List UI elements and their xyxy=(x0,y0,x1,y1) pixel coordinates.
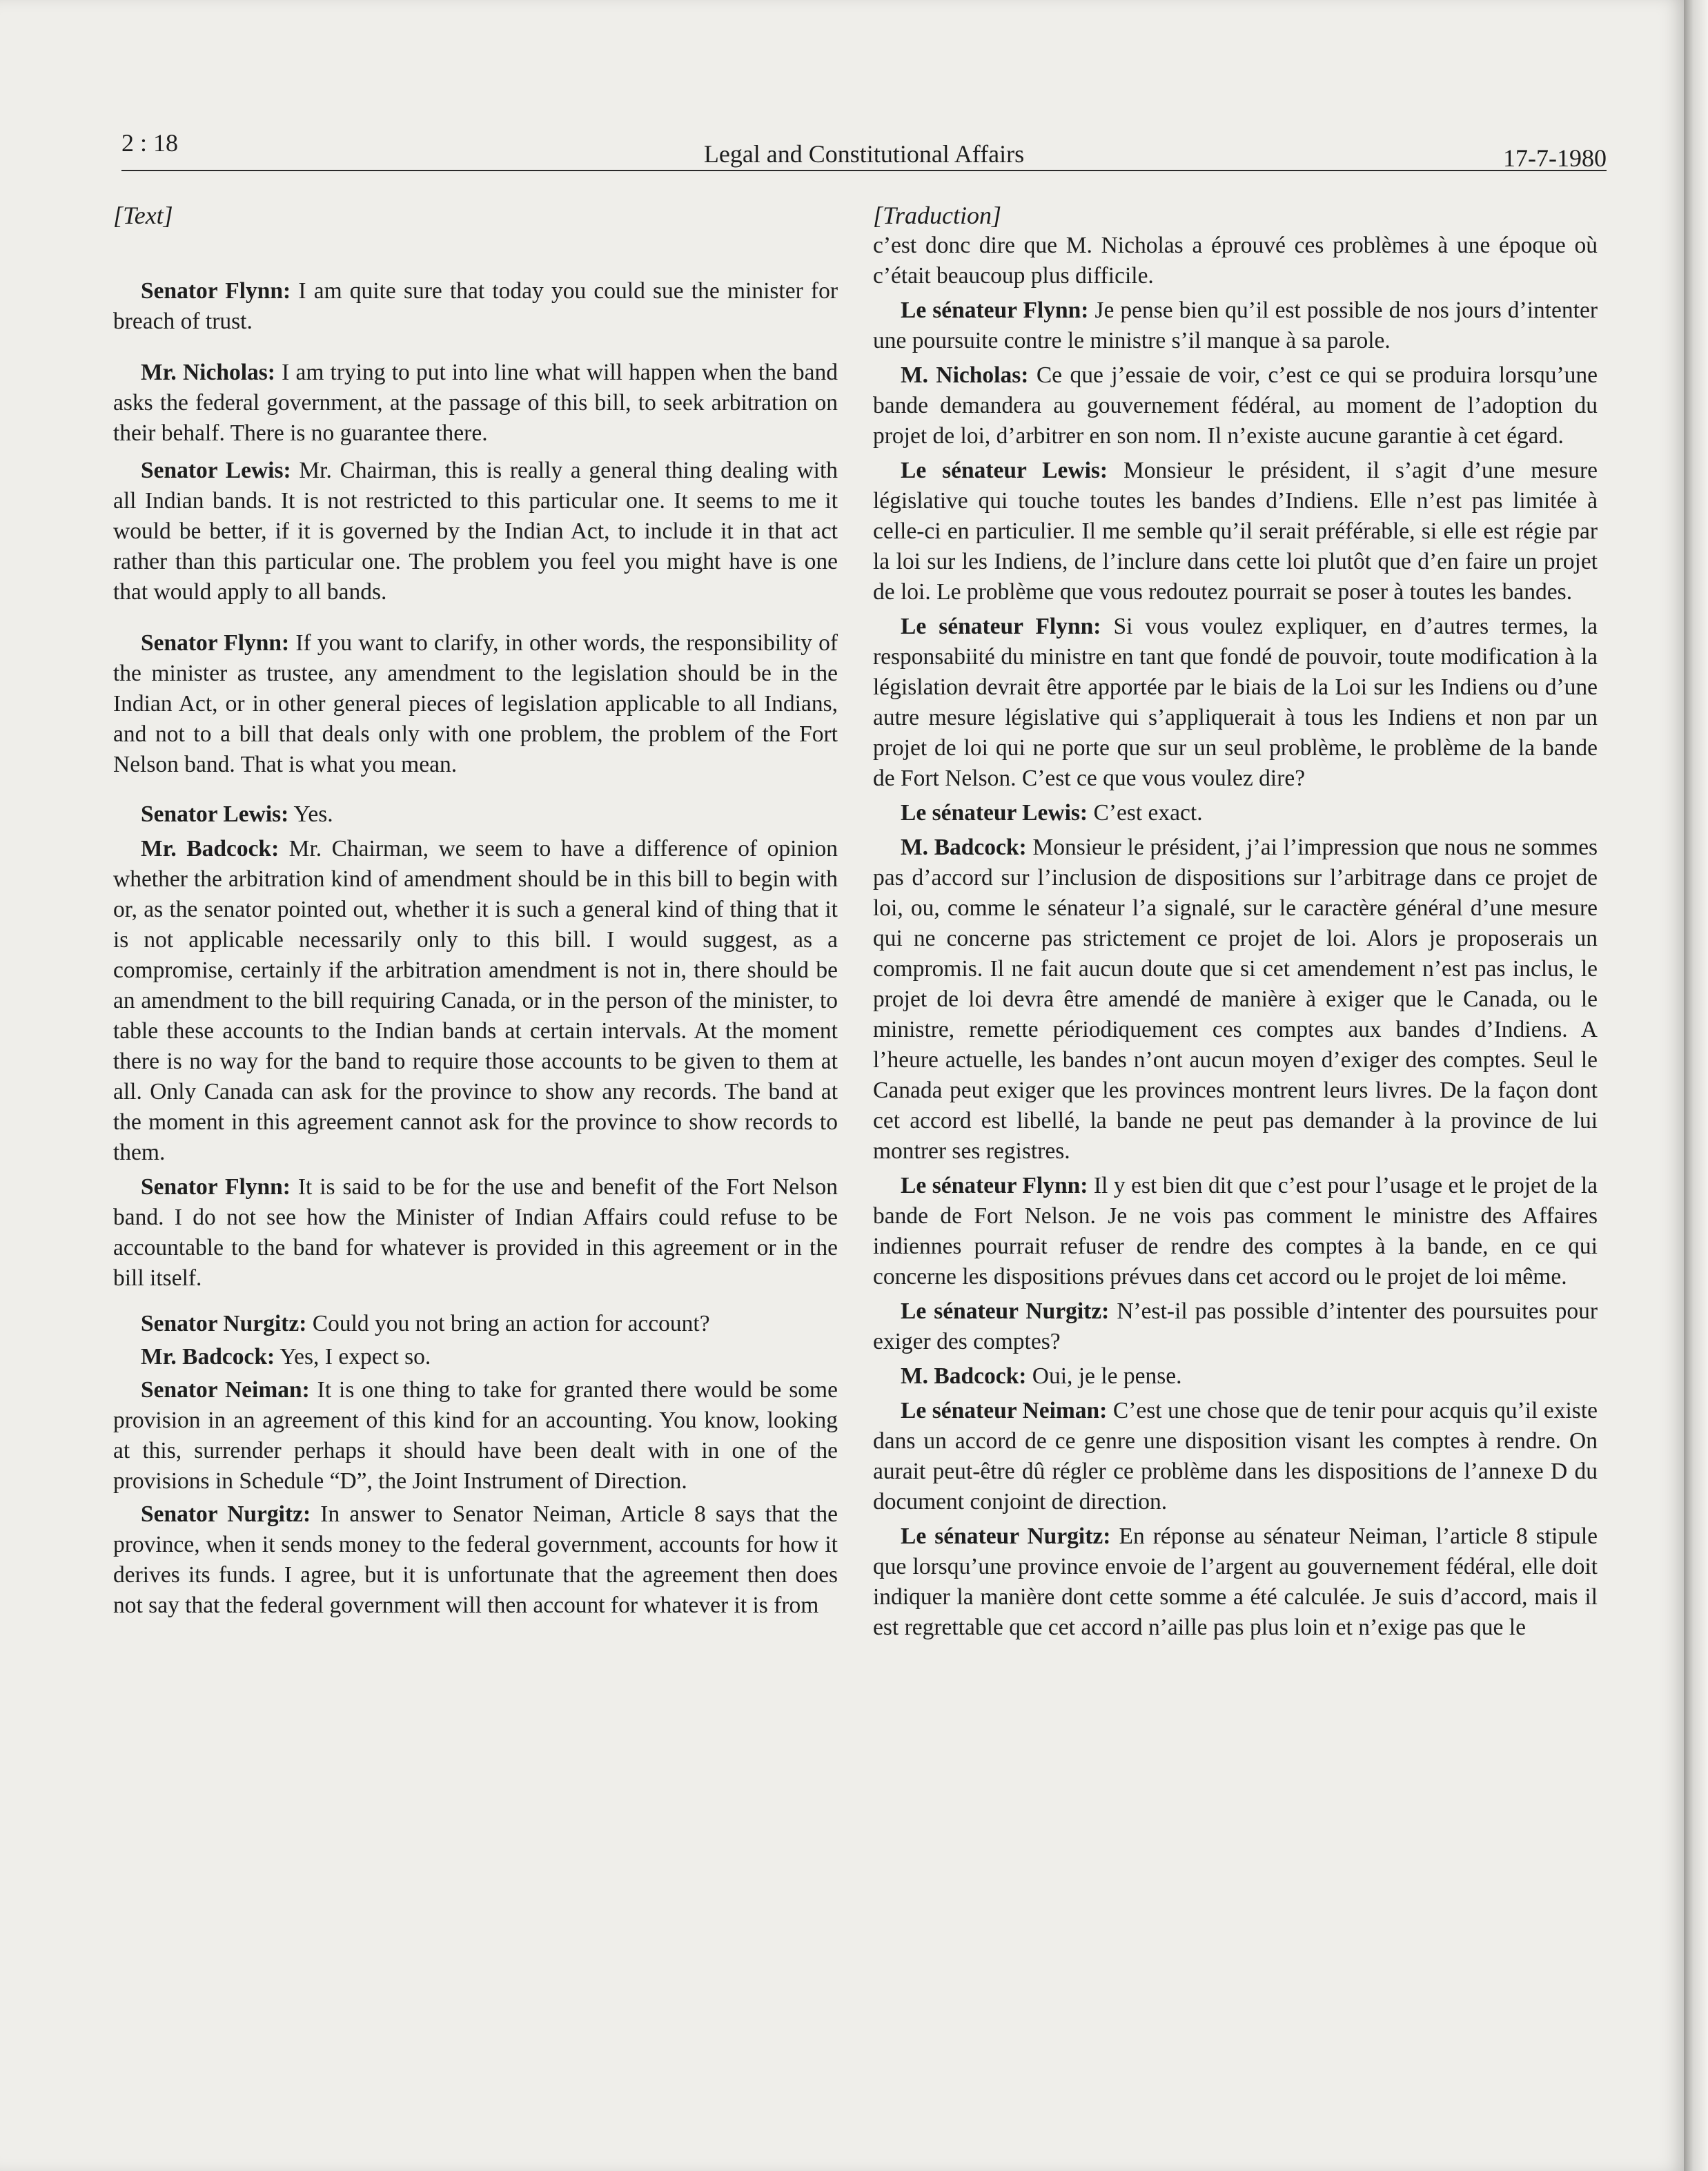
speech: Oui, je le pense. xyxy=(1032,1363,1182,1389)
paragraph xyxy=(113,358,838,449)
paragraph xyxy=(113,1375,838,1497)
paragraph xyxy=(113,799,838,830)
speaker: Senator Lewis: xyxy=(141,458,291,483)
paragraph xyxy=(113,1309,838,1339)
speech: It is one thing to take for granted there would be some provision in an agreement of this kind for an accounting. You know, looking at this, surrender perhaps it should have been dealt with in one of the provisions in Schedule “D”, the Joint Instrument of Direction. xyxy=(113,1377,838,1494)
speaker: M. Nicholas: xyxy=(901,362,1029,388)
paragraph xyxy=(873,1396,1598,1517)
paragraph xyxy=(113,1342,838,1372)
paragraph xyxy=(873,456,1598,607)
speech: Si vous voulez expliquer, en d’autres termes, la responsabiité du ministre en tant que fondé de pouvoir, toute modification à la législation devrait être apportée par le biais de la Loi sur les Indiens ou d’une autre mesure législative qui s’appliquerait à tous les Indiens et non par un projet de loi qui ne porte que sur un seul problème, le problème de la bande de Fort Nelson. C’est ce que vous voulez dire? xyxy=(873,614,1598,791)
speaker: Le sénateur Flynn: xyxy=(901,1173,1088,1198)
paragraph xyxy=(873,612,1598,794)
speaker: Mr. Nicholas: xyxy=(141,360,275,385)
speech: Mr. Chairman, we seem to have a difference of opinion whether the arbitration kind of amendment should be in this bill to begin with or, as the senator pointed out, whether it is such a general kind of thing that it is not applicable necessarily only to this bill. I would suggest, as a compromise, certainly if the arbitration amendment is not in, there should be an amendment to the bill requiring Canada, or in the person of the minister, to table these accounts to the Indian bands at certain intervals. At the moment there is no way for the band to require those accounts to be given to them at all. Only Canada can ask for the province to show any records. The band at the moment in this agreement cannot ask for the province to show records to them. xyxy=(113,836,838,1165)
speaker: M. Badcock: xyxy=(901,835,1027,860)
speech: Yes. xyxy=(293,801,333,827)
speaker: Mr. Badcock: xyxy=(141,1344,275,1370)
column-label: [Traduction] xyxy=(873,202,1002,229)
paragraph xyxy=(873,1171,1598,1292)
paragraph xyxy=(113,628,838,780)
speech: C’est exact. xyxy=(1093,800,1203,826)
speaker: Le sénateur Neiman: xyxy=(901,1398,1108,1423)
speaker: M. Badcock: xyxy=(901,1363,1027,1389)
speaker: Senator Flynn: xyxy=(141,1174,291,1200)
speaker: Le sénateur Nurgitz: xyxy=(901,1298,1110,1324)
speech: It is said to be for the use and benefit of the Fort Nelson band. I do not see how the Minister of Indian Affairs could refuse to be accountable to the band for whatever is provided in this agreement or in the bill itself. xyxy=(113,1174,838,1291)
column-label: [Text] xyxy=(113,202,173,229)
speaker: Senator Neiman: xyxy=(141,1377,310,1403)
speech: In answer to Senator Neiman, Article 8 says that the province, when it sends money to the federal government, accounts for how it derives its funds. I agree, but it is unfortunate that the agreement then does not say that the federal government will then account for whatever it is from xyxy=(113,1501,838,1618)
speech: Il y est bien dit que c’est pour l’usage et le projet de la bande de Fort Nelson. Je ne vois pas comment le ministre des Affaires indiennes pourrait refuser de rendre des comptes à la bande, en ce qui concerne les dispositions prévues dans cet accord ou le projet de loi même. xyxy=(873,1173,1598,1289)
speaker: Senator Flynn: xyxy=(141,278,291,304)
speech: I am quite sure that today you could sue the minister for breach of trust. xyxy=(113,278,838,334)
speaker: Le sénateur Flynn: xyxy=(901,614,1101,639)
speech: C’est une chose que de tenir pour acquis qu’il existe dans un accord de ce genre une disposition visant les comptes à rendre. On aurait peut-être dû régler ce problème dans les dispositions de l’annexe D du document conjoint de direction. xyxy=(873,1398,1598,1515)
speaker: Senator Flynn: xyxy=(141,630,290,656)
speaker: Le sénateur Flynn: xyxy=(901,298,1089,323)
speaker: Le sénateur Nurgitz: xyxy=(901,1523,1111,1549)
speech: If you want to clarify, in other words, the responsibility of the minister as trustee, any amendment to the legislation should be in the Indian Act, or in other general pieces of legislation applicable to all Indians, and not to a bill that deals only with one problem, the problem of the Fort Nelson band. That is what you mean. xyxy=(113,630,838,777)
speaker: Senator Lewis: xyxy=(141,801,289,827)
paragraph xyxy=(113,1499,838,1621)
paragraph xyxy=(873,833,1598,1167)
speaker: Mr. Badcock: xyxy=(141,836,279,861)
running-title: Legal and Constitutional Affairs xyxy=(703,140,1025,168)
page-number: 2 : 18 xyxy=(121,129,179,157)
paragraph xyxy=(113,276,838,337)
speech: Yes, I expect so. xyxy=(279,1344,431,1370)
page-date: 17-7-1980 xyxy=(1503,144,1607,172)
speech: Je pense bien qu’il est possible de nos jours d’intenter une poursuite contre le ministre s’il manque à sa parole. xyxy=(873,298,1598,353)
paragraph xyxy=(113,834,838,1168)
french-column xyxy=(873,200,1598,1643)
speaker: Senator Nurgitz: xyxy=(141,1501,311,1527)
paragraph xyxy=(113,1172,838,1294)
speech: N’est-il pas possible d’intenter des poursuites pour exiger des comptes? xyxy=(873,1298,1598,1354)
english-column xyxy=(113,200,838,1621)
speech: Could you not bring an action for account? xyxy=(312,1311,710,1336)
speech: Mr. Chairman, this is really a general thing dealing with all Indian bands. It is not restricted to this particular one. It seems to me it would be better, if it is governed by the Indian Act, to include it in that act rather than this particular one. The problem you feel you might have is one that would apply to all bands. xyxy=(113,458,838,605)
speaker: Le sénateur Lewis: xyxy=(901,800,1088,826)
speech: c’est donc dire que M. Nicholas a éprouvé ces problèmes à une époque où c’était beaucoup plus difficile. xyxy=(873,233,1598,289)
paragraph xyxy=(873,360,1598,451)
paragraph xyxy=(873,231,1598,291)
speech: Monsieur le président, il s’agit d’une mesure législative qui touche toutes les bandes d’Indiens. Elle n’est pas limitée à celle-ci en particulier. Il me semble qu’il serait préférable, si elle est régie par la loi sur les Indiens, de l’inclure dans cette loi plutôt que d’en faire un projet de loi. Le problème que vous redoutez pourrait se poser à toutes les bandes. xyxy=(873,458,1598,605)
speech: En réponse au sénateur Neiman, l’article 8 stipule que lorsqu’une province envoie de l’argent au gouvernement fédéral, elle doit indiquer la manière dont cette somme a été calculée. Je suis d’accord, mais il est regrettable que cet accord n’aille pas plus loin et n’exige pas que le xyxy=(873,1523,1598,1640)
speech: Monsieur le président, j’ai l’impression que nous ne sommes pas d’accord sur l’inclusion de dispositions sur l’arbitrage dans ce projet de loi, ou, comme le sénateur l’a signalé, sur le caractère général d’une mesure qui ne concerne pas strictement ce projet de loi. Alors je proposerais un compromis. Il ne fait aucun doute que si cet amendement n’est pas inclus, le projet de loi devra être amendé de manière à exiger que le Canada, ou le ministre, remette périodiquement ces comptes aux bandes d’Indiens. A l’heure actuelle, les bandes n’ont aucun moyen d’exiger des comptes. Seul le Canada peut exiger que les provinces montrent leurs livres. De la façon dont cet accord est libellé, la bande ne peut pas demander à la province de lui montrer ses registres. xyxy=(873,835,1598,1164)
paragraph xyxy=(873,295,1598,356)
speech: I am trying to put into line what will happen when the band asks the federal government, at the passage of this bill, to seek arbitration on their behalf. There is no guarantee there. xyxy=(113,360,838,446)
paragraph xyxy=(873,798,1598,828)
speech: Ce que j’essaie de voir, c’est ce qui se produira lorsqu’une bande demandera au gouvernement fédéral, au moment de l’adoption du projet de loi, d’arbitrer en son nom. Il n’existe aucune garantie à cet égard. xyxy=(873,362,1598,449)
paragraph xyxy=(873,1361,1598,1392)
paragraph xyxy=(873,1521,1598,1643)
paragraph xyxy=(873,1296,1598,1357)
page-edge xyxy=(1684,0,1708,2171)
page-header xyxy=(121,128,1607,171)
speaker: Senator Nurgitz: xyxy=(141,1311,307,1336)
paragraph xyxy=(113,456,838,607)
speaker: Le sénateur Lewis: xyxy=(901,458,1108,483)
